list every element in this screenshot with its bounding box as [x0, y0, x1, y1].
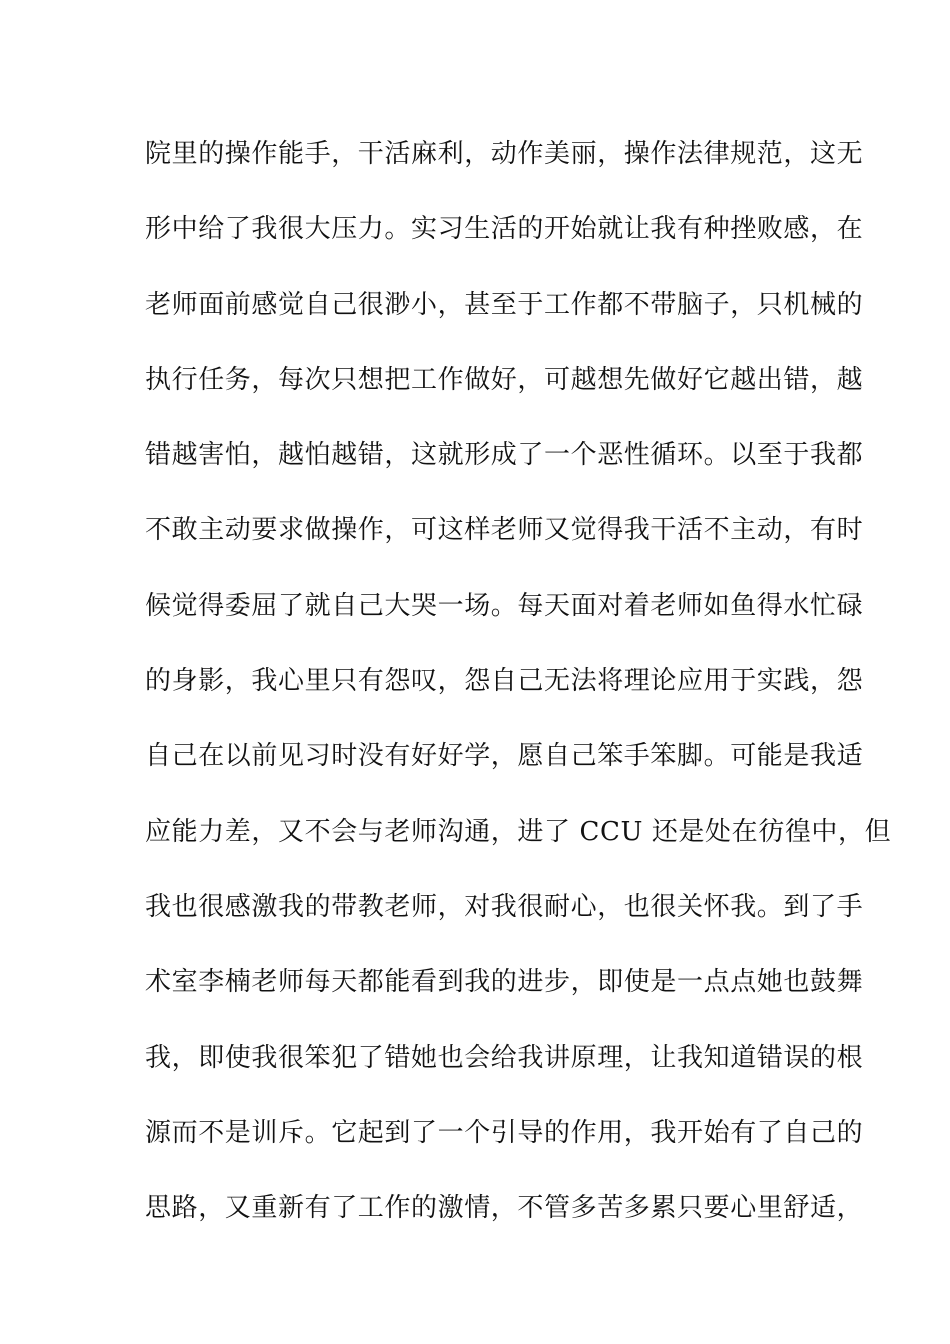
text-line: 我，即使我很笨犯了错她也会给我讲原理，让我知道错误的根: [145, 1042, 864, 1073]
text-line: 候觉得委屈了就自己大哭一场。每天面对着老师如鱼得水忙碌: [145, 590, 864, 621]
text-line: 老师面前感觉自己很渺小，甚至于工作都不带脑子，只机械的: [145, 289, 864, 320]
text-line: 术室李楠老师每天都能看到我的进步，即使是一点点她也鼓舞: [145, 967, 864, 998]
text-line: 自己在以前见习时没有好好学，愿自己笨手笨脚。可能是我适: [145, 741, 864, 772]
text-line: 我也很感激我的带教老师，对我很耐心，也很关怀我。到了手: [145, 891, 864, 922]
text-line: 源而不是训斥。它起到了一个引导的作用，我开始有了自己的: [145, 1117, 864, 1148]
text-line: 不敢主动要求做操作，可这样老师又觉得我干活不主动，有时: [145, 515, 864, 546]
text-line: 错越害怕，越怕越错，这就形成了一个恶性循环。以至于我都: [145, 440, 864, 471]
body-text: [145, 128, 892, 1257]
text-line: 执行任务，每次只想把工作做好，可越想先做好它越出错，越: [145, 364, 864, 395]
text-line: 院里的操作能手，干活麻利，动作美丽，操作法律规范，这无: [145, 139, 864, 169]
text-line: 应能力差，又不会与老师沟通，进了 CCU 还是处在彷徨中，但: [145, 816, 892, 847]
text-line: 形中给了我很大压力。实习生活的开始就让我有种挫败感，在: [145, 214, 864, 245]
text-line: 的身影，我心里只有怨叹，怨自己无法将理论应用于实践，怨: [145, 666, 864, 697]
text-line: 思路，又重新有了工作的激情，不管多苦多累只要心里舒适，: [145, 1193, 864, 1224]
